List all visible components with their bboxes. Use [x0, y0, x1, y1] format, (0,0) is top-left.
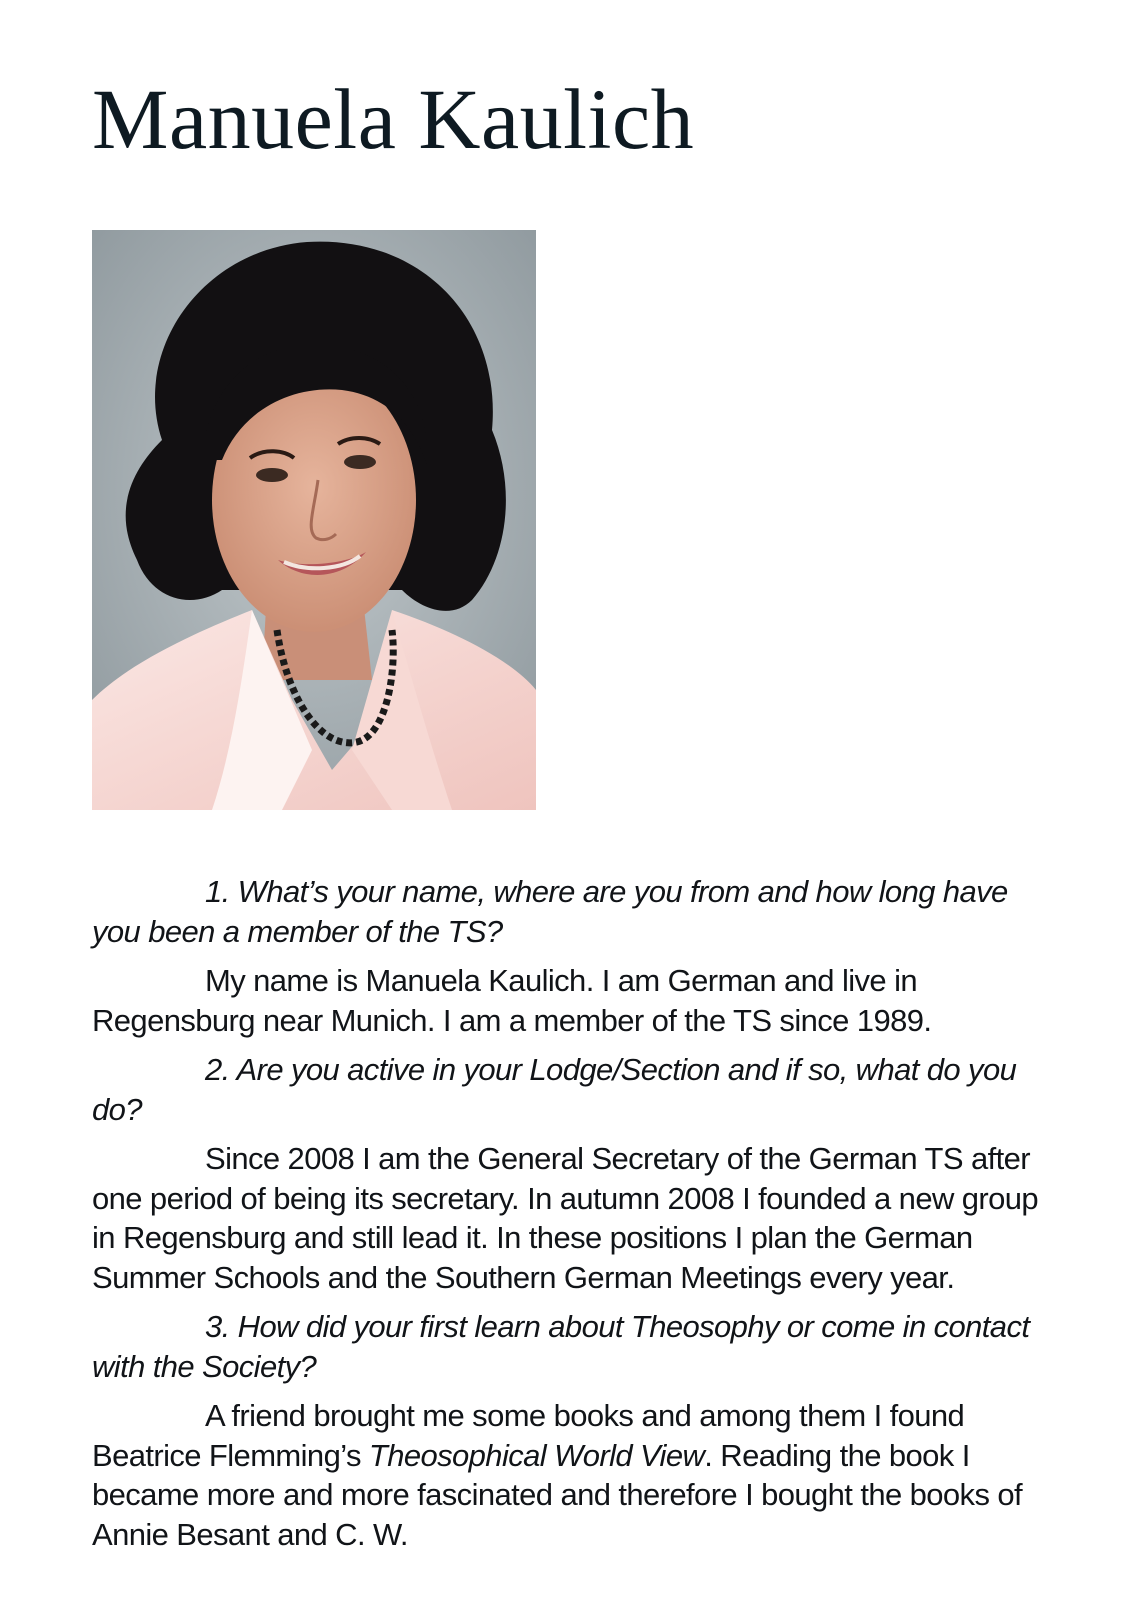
question-3: 3. How did your first learn about Theosophy or come in contact with the Society? [92, 1309, 1030, 1384]
question-1: 1. What’s your name, where are you from and how long have you been a member of the TS? [92, 874, 1008, 949]
answer-3-part-2: . Reading the book I became more and more fascinated and therefore I bought the books of Annie Besant and C. W. [92, 1437, 1023, 1552]
book-title: Theosophical World View [368, 1437, 705, 1473]
interview-body [92, 872, 1052, 1564]
answer-1: My name is Manuela Kaulich. I am German and live in Regensburg near Munich. I am a member of the TS since 1989. [92, 963, 932, 1038]
page-title: Manuela Kaulich [92, 71, 695, 167]
question-2: 2. Are you active in your Lodge/Section and if so, what do you do? [92, 1052, 1017, 1127]
answer-3 [92, 1396, 1052, 1554]
answer-2: Since 2008 I am the General Secretary of the German TS after one period of being its secretary. In autumn 2008 I founded a new group in Regensburg and still lead it. In these positions I plan the German Summer Schools and the Southern German Meetings every year. [92, 1141, 1039, 1295]
answer-3-part-1: A friend brought me some books and among them I found Beatrice Flemming’s [92, 1398, 965, 1473]
portrait-illustration [92, 230, 536, 810]
portrait-photo [92, 230, 536, 810]
